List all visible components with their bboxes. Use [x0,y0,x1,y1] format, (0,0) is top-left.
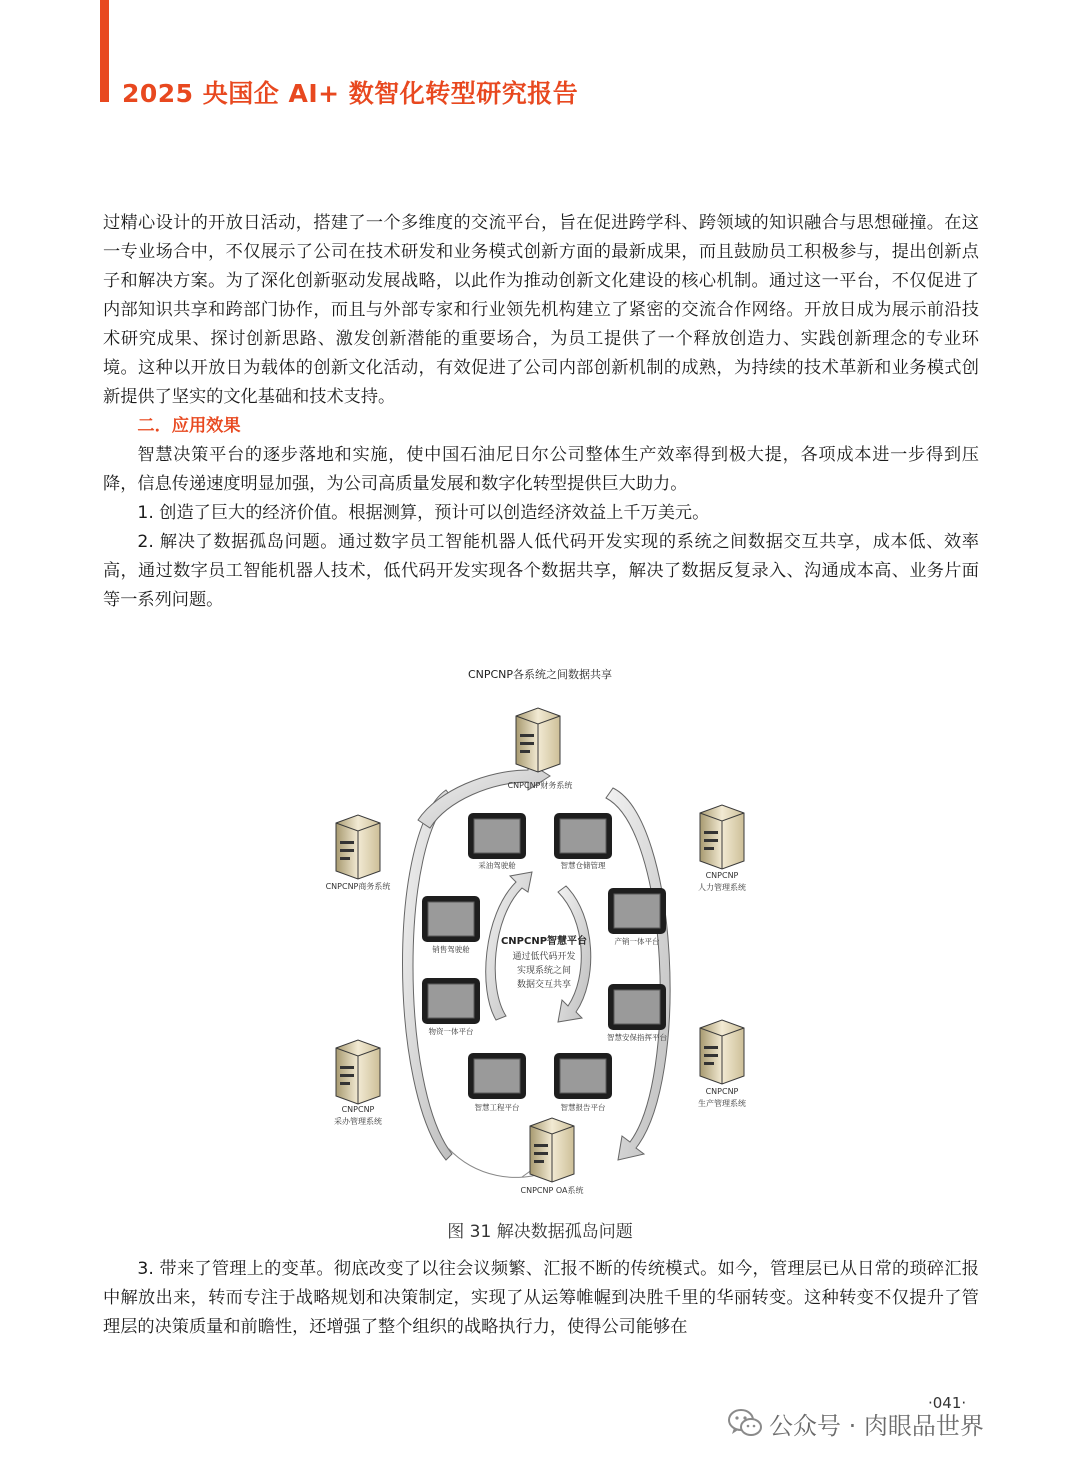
center-line: 数据交互共享 [516,980,572,990]
monitor-icon [608,984,666,1030]
monitor-label: 采油驾驶舱 [478,861,516,870]
server-label-top: CNPCNP财务系统 [507,781,573,790]
section-heading: 二．应用效果 [137,416,241,436]
server-icon [530,1118,574,1182]
server-icon [336,1040,380,1104]
body-text-top [103,209,979,615]
server-label-right-top: CNPCNP [705,871,739,880]
server-label-left-bottom: CNPCNP [341,1105,375,1114]
monitor-label: 智慧仓储管理 [560,861,606,870]
wechat-watermark [727,1403,984,1443]
monitor-label: 智慧安保指挥平台 [607,1033,667,1042]
data-sharing-diagram [318,660,762,1205]
monitor-label: 智慧报告平台 [560,1103,606,1112]
monitor-icon [554,1053,612,1099]
figure-caption: 图 31 解决数据孤岛问题 [447,1222,633,1242]
server-label-right-bottom-sub: 生产管理系统 [698,1099,746,1108]
body-text-bottom [103,1255,979,1342]
outer-arrow-right [606,788,670,1160]
monitor-icon [468,813,526,859]
list-item: 3. 带来了管理上的变革。彻底改变了以往会议频繁、汇报不断的传统模式。如今，管理层已从日常的琐碎汇报中解放出来，转而专注于战略规划和决策制定，实现了从运筹帷幄到决胜千里的华丽转变。这种转变不仅提升了管理层的决策质量和前瞻性，还增强了整个组织的战略执行力，使得公司能够在 [103,1259,979,1337]
server-icon [700,805,744,869]
server-label-right-bottom: CNPCNP [705,1087,739,1096]
server-label-bottom: CNPCNP OA系统 [520,1186,584,1195]
monitor-icon [468,1053,526,1099]
wechat-icon [727,1407,763,1439]
monitor-icon [422,978,480,1024]
paragraph: 过精心设计的开放日活动，搭建了一个多维度的交流平台，旨在促进跨学科、跨领域的知识融合与思想碰撞。在这一专业场合中，不仅展示了公司在技术研发和业务模式创新方面的最新成果，而且鼓励员工积极参与，提出创新点子和解决方案。为了深化创新驱动发展战略，以此作为推动创新文化建设的核心机制。通过这一平台，不仅促进了内部知识共享和跨部门协作，而且与外部专家和行业领先机构建立了紧密的交流合作网络。开放日成为展示前沿技术研究成果、探讨创新思路、激发创新潜能的重要场合，为员工提供了一个释放创造力、实践创新理念的专业环境。这种以开放日为载体的创新文化活动，有效促进了公司内部创新机制的成熟，为持续的技术革新和业务模式创新提供了坚实的文化基础和技术支持。 [103,213,979,407]
monitor-label: 智慧工程平台 [474,1103,520,1112]
header-accent-bar [100,0,109,102]
monitor-icon [422,896,480,942]
outer-arrow-bottom [448,1148,536,1177]
monitor-icon [554,813,612,859]
monitor-icon [608,888,666,934]
watermark-text: 公众号 · 肉眼品世界 [769,1411,984,1440]
center-title: CNPCNP智慧平台 [500,936,588,947]
monitor-label: 销售驾驶舱 [432,945,470,954]
server-label-left: CNPCNP商务系统 [325,882,391,891]
monitor-label: 产销一体平台 [614,937,660,946]
center-line: 通过低代码开发 [512,952,576,962]
list-item: 1. 创造了巨大的经济价值。根据测算，预计可以创造经济效益上千万美元。 [137,503,710,523]
monitor-label: 物资一体平台 [428,1027,474,1036]
server-label-right-top-sub: 人力管理系统 [698,883,746,892]
outer-arrow-left [403,790,453,1160]
server-icon [516,708,560,772]
page-number: ·041· [928,1394,967,1412]
diagram-title: CNPCNP各系统之间数据共享 [467,668,613,681]
paragraph: 智慧决策平台的逐步落地和实施，使中国石油尼日尔公司整体生产效率得到极大提，各项成本进一步得到压降，信息传递速度明显加强，为公司高质量发展和数字化转型提供巨大助力。 [103,445,979,494]
server-icon [700,1020,744,1084]
server-icon [336,815,380,879]
list-item: 2. 解决了数据孤岛问题。通过数字员工智能机器人低代码开发实现的系统之间数据交互共享，成本低、效率高，通过数字员工智能机器人技术，低代码开发实现各个数据共享，解决了数据反复录入、沟通成本高、业务片面等一系列问题。 [103,532,979,610]
report-title: 2025 央国企 AI+ 数智化转型研究报告 [122,79,579,108]
server-label-left-bottom-sub: 采办管理系统 [334,1117,382,1126]
center-line: 实现系统之间 [516,966,572,976]
